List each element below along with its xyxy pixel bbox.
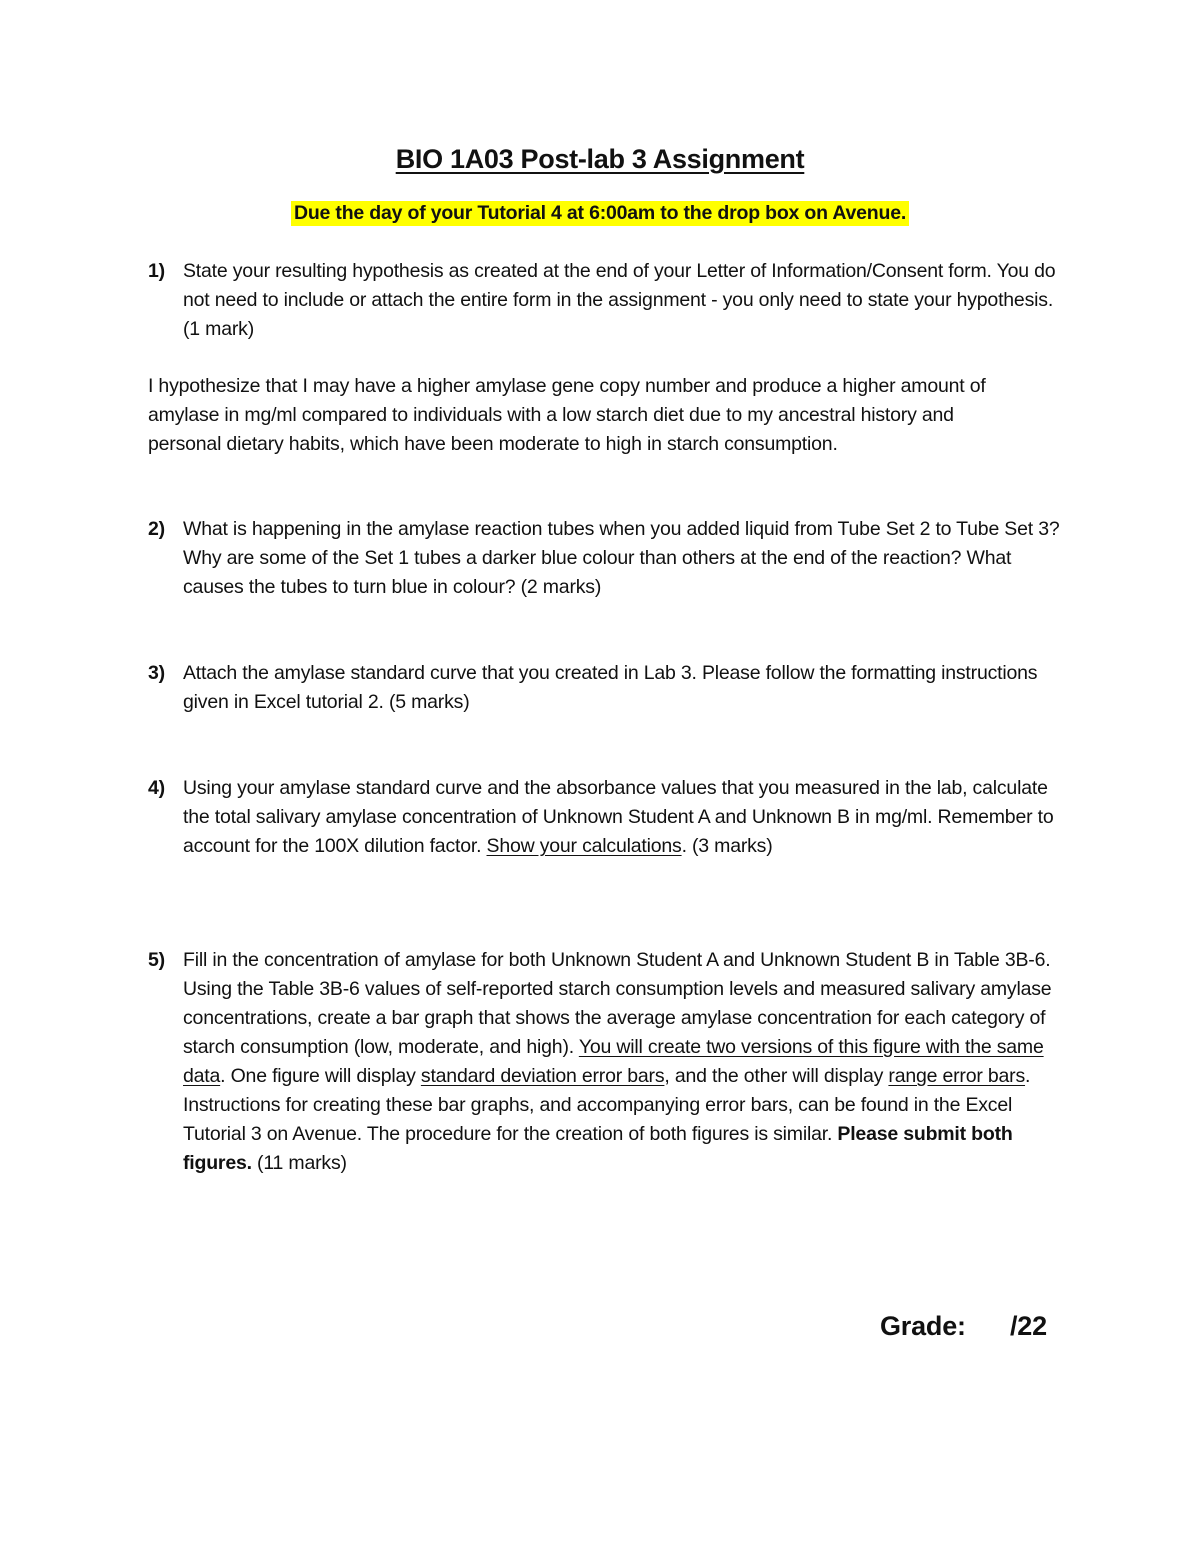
- underlined-emphasis: standard deviation error bars: [420, 1065, 665, 1087]
- grade-total: /22: [1010, 1311, 1047, 1341]
- document-title: BIO 1A03 Post-lab 3 Assignment: [395, 144, 805, 174]
- question-text-part: . One figure will display: [220, 1065, 421, 1087]
- question-5: [148, 946, 1068, 1178]
- question-text-part: , and the other will display: [664, 1065, 889, 1087]
- question-text-part: Fill in the concentration of amylase for both Unknown Student A and Unknown Student B in Table 3B-6. Using the Table 3B-6 values of self-reported starch consumption levels and measured salivary amylase concentrations, create a bar graph that shows the average amylase concentration for each category of starch consumption (low, moderate, and high).: [183, 949, 1052, 1058]
- due-notice-highlight: Due the day of your Tutorial 4 at 6:00am to the drop box on Avenue.: [291, 201, 909, 226]
- question-text-part: . (3 marks): [681, 835, 773, 857]
- question-text: State your resulting hypothesis as created at the end of your Letter of Information/Consent form. You do not need to include or attach the entire form in the assignment - you only need to state your hypothesis. (1 mark): [183, 260, 1056, 340]
- question-text: [183, 774, 1068, 861]
- grade-label: Grade:: [880, 1311, 966, 1341]
- question-number: 4): [148, 777, 165, 799]
- question-text: [183, 946, 1068, 1178]
- question-number: 2): [148, 518, 165, 540]
- question-2: [148, 515, 1068, 602]
- hypothesis-answer: I hypothesize that I may have a higher amylase gene copy number and produce a higher amount of amylase in mg/ml compared to individuals with a low starch diet due to my ancestral history and personal dietary habits, which have been moderate to high in starch consumption.: [148, 375, 986, 455]
- question-text: What is happening in the amylase reaction tubes when you added liquid from Tube Set 2 to Tube Set 3? Why are some of the Set 1 tubes a darker blue colour than others at the end of the reaction? What causes the tubes to turn blue in colour? (2 marks): [183, 518, 1060, 598]
- question-3: [148, 659, 1068, 717]
- question-number: 1): [148, 260, 165, 282]
- question-4: [148, 774, 1068, 861]
- underlined-emphasis: You will create two versions of this figure with the same data: [183, 1036, 1044, 1087]
- question-text-part: Using your amylase standard curve and the absorbance values that you measured in the lab, calculate the total salivary amylase concentration of Unknown Student A and Unknown B in mg/ml. Remember to account for the 100X dilution factor.: [183, 777, 1054, 857]
- due-notice: [0, 202, 1200, 225]
- bold-emphasis: Please submit both figures.: [183, 1123, 1013, 1174]
- underlined-emphasis: Show your calculations: [486, 835, 682, 857]
- question-number: 5): [148, 949, 165, 971]
- underlined-emphasis: range error bars: [888, 1065, 1026, 1087]
- grade-line: [880, 1311, 1047, 1342]
- question-number: 3): [148, 662, 165, 684]
- question-1: [148, 257, 1068, 344]
- question-text: Attach the amylase standard curve that you created in Lab 3. Please follow the formatting instructions given in Excel tutorial 2. (5 marks): [183, 662, 1038, 713]
- question-text-part: (11 marks): [251, 1152, 347, 1174]
- question-text-part: . Instructions for creating these bar graphs, and accompanying error bars, can be found in the Excel Tutorial 3 on Avenue. The procedure for the creation of both figures is similar.: [183, 1065, 1031, 1145]
